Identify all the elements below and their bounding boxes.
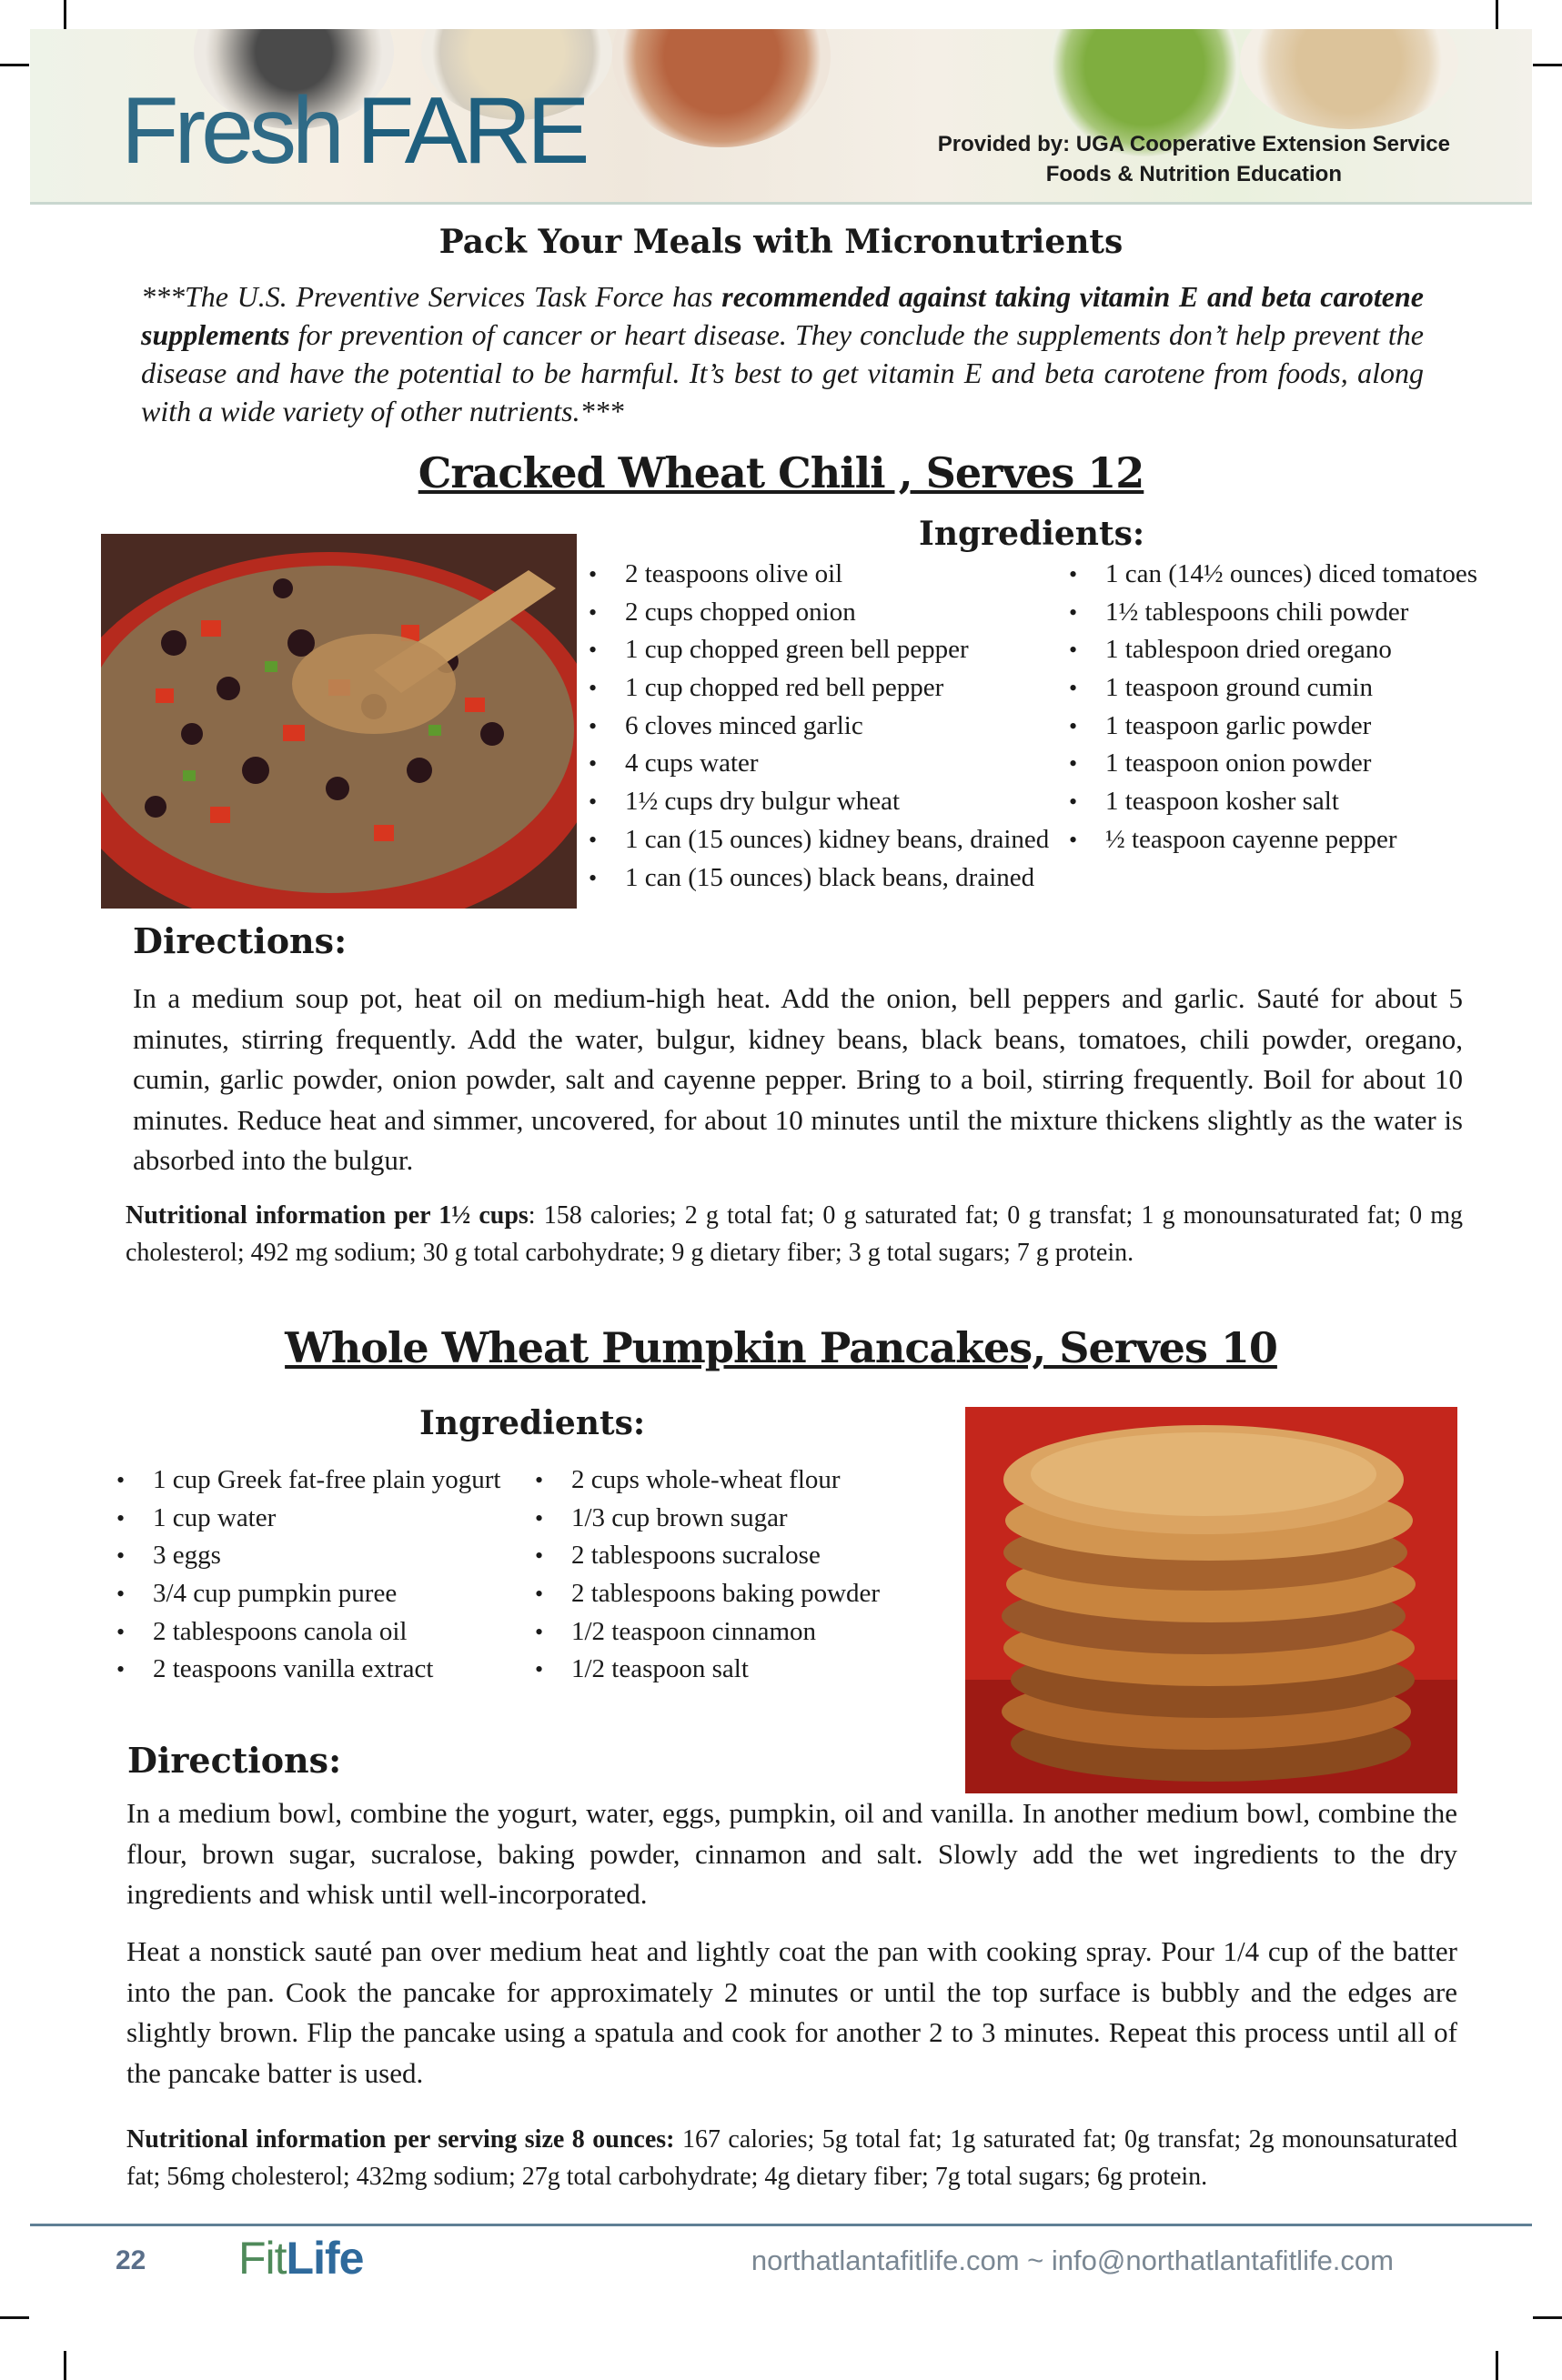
footer-contact: northatlantafitlife.com ~ info@northatlantafitlife.com [751,2244,1394,2276]
list-item: • 1½ tablespoons chili powder [1067,594,1477,632]
crop-mark [0,2316,29,2319]
list-item: • 2 teaspoons olive oil [587,556,1049,594]
chili-photo [101,534,577,909]
list-item: • 2 teaspoons vanilla extract [115,1651,500,1689]
crop-mark [1496,2351,1498,2380]
crop-mark [64,2351,66,2380]
chili-directions: In a medium soup pot, heat oil on medium-high heat. Add the onion, bell peppers and garlic. Sauté for about 5 minutes, stirring frequently. Add the water, bulgur, kidney beans, black beans, tomatoes, chili powder, oregano, cumin, garlic powder, onion powder, salt and cayenne pepper. Bring to a boil, stirring frequently. Boil for about 10 minutes. Reduce heat and simmer, uncovered, for about 10 minutes until the mixture thickens slightly as the water is absorbed into the bulgur. [133,982,1463,1176]
crop-mark [1533,64,1562,66]
list-item: • 2 cups chopped onion [587,594,1049,632]
list-item: • 1 cup chopped red bell pepper [587,669,1049,708]
pancake-directions-paragraph-2: Heat a nonstick sauté pan over medium heat and lightly coat the pan with cooking spray. Pour 1/4 cup of the batter into the pan. Cook the pancake for approximately 2 minutes or until the top surface is bubbly and the edges are slightly brown. Flip the pancake using a spatula and cook for another 2 to 3 minutes. Repeat this process until all of the pancake batter is used. [126,1935,1457,2089]
page-number: 22 [116,2245,146,2275]
crop-mark [1533,2316,1562,2319]
list-item: • 6 cloves minced garlic [587,708,1049,746]
list-item: • 1 can (15 ounces) black beans, drained [587,859,1049,898]
list-item: • 1 cup water [115,1500,500,1538]
nut-bowl-decoration [1240,29,1458,129]
pancake-nutrition: Nutritional information per serving size 8 ounces: 167 calories; 5g total fat; 1g saturated fat; 0g transfat; 2g monounsaturated fat; 56mg cholesterol; 432mg sodium; 27g total carbohydrate; 4g dietary fiber; 7g total sugars; 6g protein. [126,2125,1457,2191]
list-item: • 1 cup chopped green bell pepper [587,631,1049,669]
list-item: • 1 teaspoon garlic powder [1067,708,1477,746]
fitlife-logo: FitLife [238,2233,364,2284]
list-item: • 3/4 cup pumpkin puree [115,1575,500,1613]
pancakes-photo [965,1407,1457,1793]
intro-paragraph: ***The U.S. Preventive Services Task Force has recommended against taking vitamin E and beta carotene supplements for prevention of cancer or heart disease. They conclude the supplements don’t help prevent the disease and have the potential to be harmful. It’s best to get vitamin E and beta carotene from foods, along with a wide variety of other nutrients.*** [141,280,1425,427]
list-item: • 1/2 teaspoon cinnamon [533,1613,880,1652]
pancake-directions-paragraph-1: In a medium bowl, combine the yogurt, water, eggs, pumpkin, oil and vanilla. In another medium bowl, combine the flour, brown sugar, sucralose, baking powder, cinnamon and salt. Slowly add the wet ingredients to the dry ingredients and whisk until well-incorporated. [126,1797,1457,1910]
list-item: • 2 tablespoons baking powder [533,1575,880,1613]
ingredients-heading-chili: Ingredients: [919,515,1145,553]
chili-ingredients-column-1 [587,556,1049,897]
provider-credit [938,129,1450,189]
provider-department: Foods & Nutrition Education [1045,162,1343,186]
pancake-ingredients-column-2 [533,1461,880,1689]
list-item: • 1 teaspoon kosher salt [1067,783,1477,821]
recipe-title-pancakes: Whole Wheat Pumpkin Pancakes, Serves 10 [285,1323,1277,1372]
list-item: • 1 can (15 ounces) kidney beans, drained [587,821,1049,859]
list-item: • 1 teaspoon onion powder [1067,745,1477,783]
list-item: • 1 teaspoon ground cumin [1067,669,1477,708]
list-item: • 2 cups whole-wheat flour [533,1461,880,1500]
list-item: • 2 tablespoons sucralose [533,1537,880,1575]
chili-nutrition: Nutritional information per 1½ cups: 158 calories; 2 g total fat; 0 g saturated fat; 0 g transfat; 1 g monounsaturated fat; 0 mg cholesterol; 492 mg sodium; 30 g total carbohydrate; 9 g dietary fiber; 3 g total sugars; 7 g protein. [126,1201,1463,1267]
ingredients-heading-pancakes: Ingredients: [419,1404,646,1442]
page-title: Pack Your Meals with Micronutrients [438,223,1124,261]
list-item: • 1 cup Greek fat-free plain yogurt [115,1461,500,1500]
red-bean-bowl-decoration [612,29,831,147]
list-item: • 1/2 teaspoon salt [533,1651,880,1689]
list-item: • 2 tablespoons canola oil [115,1613,500,1652]
header-banner [30,29,1532,205]
footer-divider [30,2224,1532,2226]
fresh-fare-logo: Fresh FARE [121,78,586,184]
list-item: • 3 eggs [115,1537,500,1575]
list-item: • 1/3 cup brown sugar [533,1500,880,1538]
list-item: • 1 can (14½ ounces) diced tomatoes [1067,556,1477,594]
recipe-title-chili: Cracked Wheat Chili , Serves 12 [418,448,1144,497]
list-item: • 1 tablespoon dried oregano [1067,631,1477,669]
provider-line: Provided by: UGA Cooperative Extension Service [937,132,1450,156]
list-item: • ½ teaspoon cayenne pepper [1067,821,1477,859]
crop-mark [0,64,29,66]
directions-heading-chili: Directions: [133,920,348,961]
pancake-ingredients-column-1 [115,1461,500,1689]
crop-mark [1496,0,1498,29]
directions-heading-pancakes: Directions: [127,1740,342,1781]
crop-mark [64,0,66,29]
chili-ingredients-column-2 [1067,556,1477,859]
list-item: • 4 cups water [587,745,1049,783]
list-item: • 1½ cups dry bulgur wheat [587,783,1049,821]
